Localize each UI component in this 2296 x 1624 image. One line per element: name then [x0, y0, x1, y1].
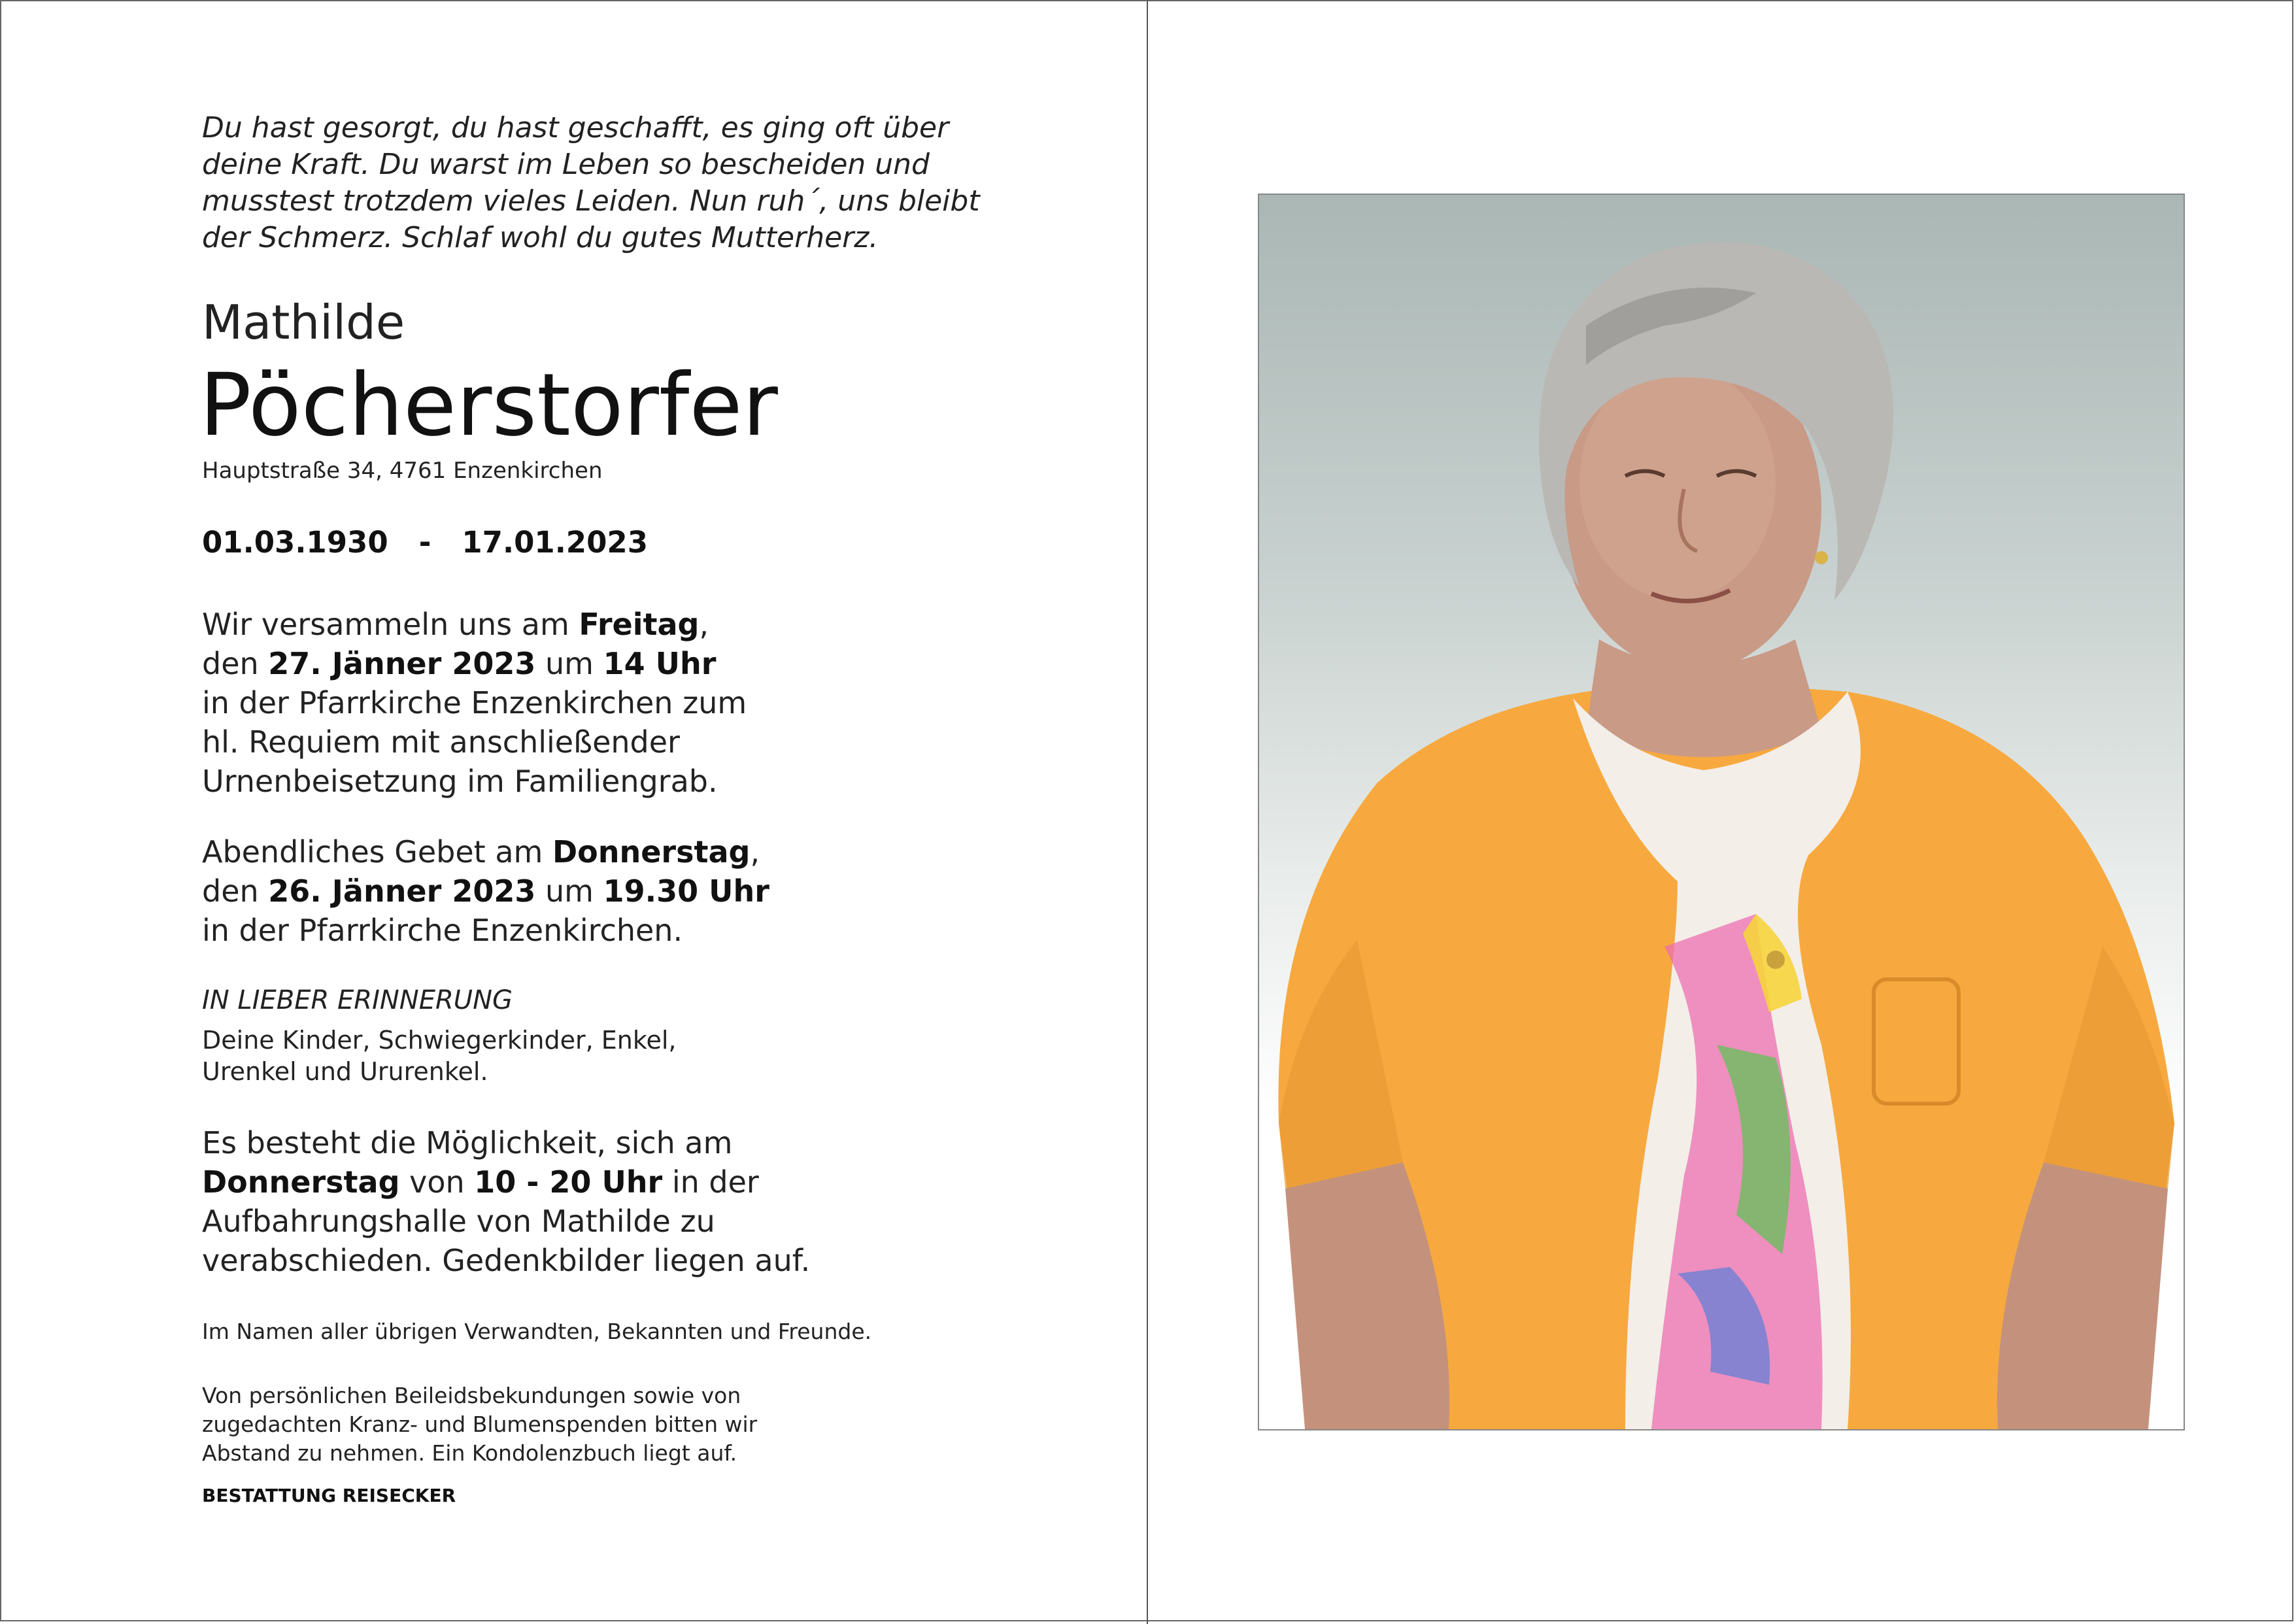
verse-line: der Schmerz. Schlaf wohl du gutes Mutterherz.	[202, 221, 879, 254]
text: Deine Kinder, Schwiegerkinder, Enkel,	[202, 1026, 677, 1055]
condolence-note	[202, 1381, 757, 1468]
memorial-verse	[202, 110, 1052, 256]
text: Es besteht die Möglichkeit, sich am	[202, 1125, 733, 1160]
funeral-notice	[202, 605, 747, 801]
text: um	[535, 646, 603, 681]
life-dates	[202, 523, 648, 562]
text: den	[202, 873, 269, 909]
portrait-photo	[1258, 194, 2185, 1430]
portrait-illustration	[1259, 195, 2184, 1429]
text: in der	[662, 1164, 759, 1200]
text: den	[202, 646, 269, 681]
text: um	[535, 873, 603, 909]
viewing-hours: 10 - 20 Uhr	[474, 1164, 663, 1200]
text: in der Pfarrkirche Enzenkirchen.	[202, 913, 683, 948]
memory-heading: IN LIEBER ERINNERUNG	[202, 985, 513, 1015]
text: verabschieden. Gedenkbilder liegen auf.	[202, 1243, 811, 1278]
text: ,	[699, 607, 709, 642]
earring	[1815, 551, 1828, 564]
birth-date: 01.03.1930	[202, 525, 388, 560]
viewing-day: Donnerstag	[202, 1164, 400, 1200]
relatives-note: Im Namen aller übrigen Verwandten, Bekannten und Freunde.	[202, 1319, 872, 1344]
address: Hauptstraße 34, 4761 Enzenkirchen	[202, 458, 603, 484]
text: Aufbahrungshalle von Mathilde zu	[202, 1204, 715, 1239]
funeral-day: Freitag	[579, 607, 700, 642]
fold-line	[1147, 0, 1148, 1624]
text: Von persönlichen Beileidsbekundungen sowie von	[202, 1383, 741, 1408]
pendant	[1766, 951, 1785, 969]
prayer-date: 26. Jänner 2023	[268, 873, 536, 909]
text: hl. Requiem mit anschließender	[202, 724, 680, 760]
text: zugedachten Kranz- und Blumenspenden bitten wir	[202, 1412, 758, 1437]
funeral-date: 27. Jänner 2023	[268, 646, 536, 681]
mourners	[202, 1024, 677, 1087]
viewing-notice	[202, 1123, 810, 1280]
prayer-notice	[202, 832, 769, 950]
death-date: 17.01.2023	[462, 525, 649, 560]
verse-line: musstest trotzdem vieles Leiden. Nun ruh´, uns bleibt	[202, 184, 980, 218]
text: Abendliches Gebet am	[202, 834, 552, 870]
date-separator: -	[418, 525, 431, 560]
text: Abstand zu nehmen. Ein Kondolenzbuch liegt auf.	[202, 1440, 737, 1466]
undertaker-name: BESTATTUNG REISECKER	[202, 1485, 456, 1506]
prayer-day: Donnerstag	[552, 834, 751, 870]
funeral-time: 14 Uhr	[603, 646, 717, 681]
text: von	[399, 1164, 475, 1200]
text: Urenkel und Ururenkel.	[202, 1057, 488, 1086]
text: in der Pfarrkirche Enzenkirchen zum	[202, 685, 747, 720]
verse-line: Du hast gesorgt, du hast geschafft, es ging oft über	[202, 111, 949, 144]
prayer-time: 19.30 Uhr	[603, 873, 769, 909]
text: Urnenbeisetzung im Familiengrab.	[202, 764, 718, 799]
text: Wir versammeln uns am	[202, 607, 579, 642]
verse-line: deine Kraft. Du warst im Leben so bescheiden und	[202, 148, 930, 181]
text: ,	[750, 834, 760, 870]
last-name: Pöcherstorfer	[199, 355, 778, 456]
first-name: Mathilde	[202, 295, 405, 350]
